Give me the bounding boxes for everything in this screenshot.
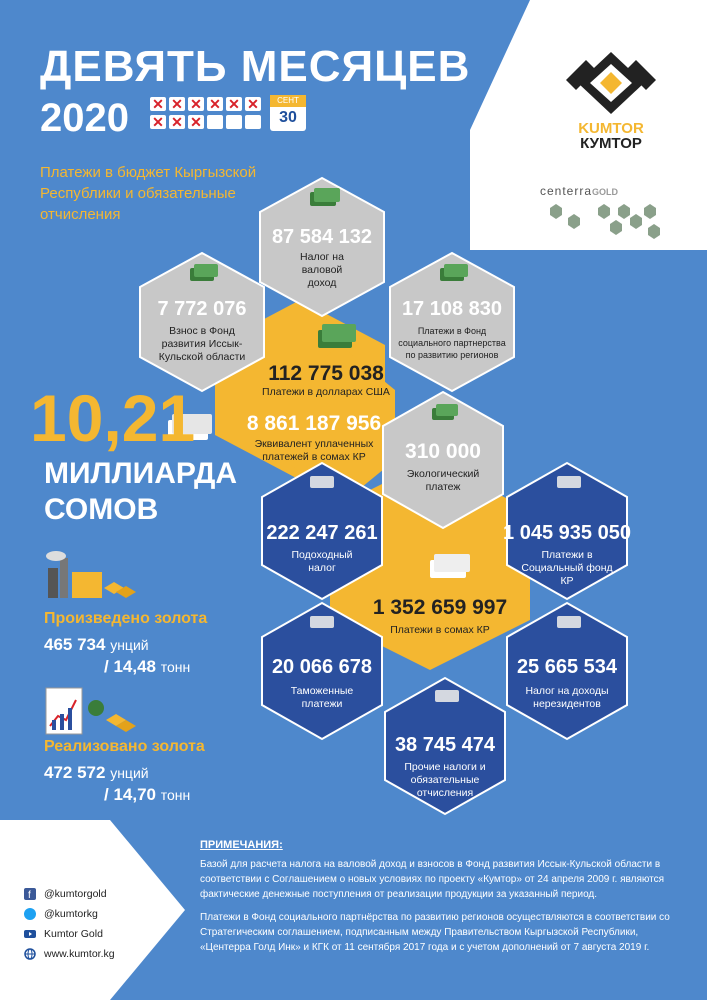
twitter-icon [24, 908, 36, 920]
svg-text:f: f [28, 890, 31, 900]
gold-sold-title: Реализовано золота [44, 738, 205, 755]
facebook-icon [24, 888, 36, 900]
kumtor-logo-cyrillic: КУМТОР [580, 135, 642, 152]
valovoy-value: 87 584 132 [271, 226, 373, 248]
gold-produced-tons: / 14,48 тонн [104, 657, 191, 676]
hex-kgs-equiv-text [234, 412, 394, 464]
notes-title: ПРИМЕЧАНИЯ: [200, 839, 283, 851]
hex-kgs-total-text [370, 596, 510, 637]
hex-social-partner-text [390, 298, 514, 361]
social-partner-value: 17 108 830 [401, 298, 503, 320]
sales-chart-icon [44, 686, 144, 738]
hex-valovoy-text [262, 226, 382, 290]
globe-icon [24, 948, 36, 960]
twitter-link[interactable]: @kumtorkg [44, 908, 184, 920]
fond-ik-value: 7 772 076 [157, 298, 247, 320]
notes-section [200, 838, 670, 955]
nonres-label: Налог на доходы нерезидентов [525, 685, 609, 710]
customs-value: 20 066 678 [271, 656, 373, 678]
kgs-total-label: Платежи в сомах КР [390, 624, 490, 636]
notes-paragraph-1: Базой для расчета налога на валовой доход и взносов в Фонд развития Иссык-Кульской области в соответствии с Соглашением о новых условиях по проекту «Кумтор» от 24 апреля 2009 г. являются фактические денежные поступления от реализации продукции за указанный период. [200, 859, 665, 900]
hex-eco-text [383, 440, 503, 494]
social-links [0, 866, 190, 1000]
gold-sold-oz: 472 572 унций [44, 763, 149, 782]
nonres-value: 25 665 534 [516, 656, 618, 678]
kgs-total-value: 1 352 659 997 [372, 596, 508, 619]
hex-customs-text [262, 656, 382, 711]
eco-value: 310 000 [405, 440, 481, 463]
website-link[interactable]: www.kumtor.kg [44, 948, 184, 960]
hex-social-fund-text [500, 522, 634, 588]
other-value: 38 745 474 [394, 734, 496, 756]
hex-nonres-text [507, 656, 627, 711]
hex-income-text [262, 522, 382, 575]
youtube-link[interactable]: Kumtor Gold [44, 928, 184, 940]
notes-paragraph-2: Платежи в Фонд социального партнёрства по развитию регионов осуществляются в соответствии со Стратегическим соглашением, подписанным между Правительством Кыргызской Республики, «Центерра Голд Инк» и КГК от 11 сентября 2017 года и с учетом дополнений от 7 августа 2019 г. [200, 912, 670, 953]
kgs-equiv-value: 8 861 187 956 [246, 412, 382, 435]
kgs-equiv-label: Эквивалент уплаченных платежей в сомах КР [254, 438, 374, 463]
gold-produced-oz: 465 734 унций [44, 635, 149, 654]
kumtor-logo-latin: KUMTOR [578, 120, 644, 137]
mine-icon [44, 548, 144, 604]
social-partner-label: Платежи в Фонд социального партнерства по развитию регионов [398, 326, 506, 360]
calendar-day-icon: СЕНТ 30 [270, 95, 306, 131]
social-fund-value: 1 045 935 050 [503, 522, 631, 544]
income-value: 222 247 261 [266, 522, 378, 544]
usd-total-value: 112 775 038 [268, 362, 384, 385]
hex-usd-total-text [258, 362, 394, 399]
subtitle: Платежи в бюджет Кыргызской Республики и обязательные отчисления [40, 164, 257, 223]
customs-label: Таможенные платежи [290, 685, 354, 710]
youtube-icon [24, 928, 36, 940]
social-fund-label: Платежи в Социальный фонд КР [521, 549, 613, 587]
usd-total-label: Платежи в долларах США [262, 386, 390, 398]
page-title: ДЕВЯТЬ МЕСЯЦЕВ [40, 42, 471, 91]
total-units: МИЛЛИАРДА СОМОВ [44, 457, 238, 526]
other-label: Прочие налоги и обязательные отчисления [404, 761, 486, 799]
gold-sold-tons: / 14,70 тонн [104, 785, 191, 804]
facebook-link[interactable]: f @kumtorgold [44, 888, 184, 900]
income-label: Подоходный налог [291, 549, 353, 574]
eco-label: Экологический платеж [406, 468, 480, 493]
fond-ik-label: Взнос в Фонд развития Иссык-Кульской области [158, 325, 246, 363]
hex-other-text [385, 734, 505, 800]
page-year: 2020 [40, 96, 129, 140]
calendar-graphic: ✕ ✕ ✕ ✕ ✕ ✕ ✕ ✕ ✕ СЕНТ 30 [150, 97, 310, 137]
hex-fond-ik-text [140, 298, 264, 364]
gold-produced-title: Произведено золота [44, 610, 208, 627]
total-value: 10,21 [30, 381, 196, 455]
centerra-logo: centerraGOLD [540, 184, 619, 198]
valovoy-label: Налог на валовой доход [300, 251, 344, 289]
